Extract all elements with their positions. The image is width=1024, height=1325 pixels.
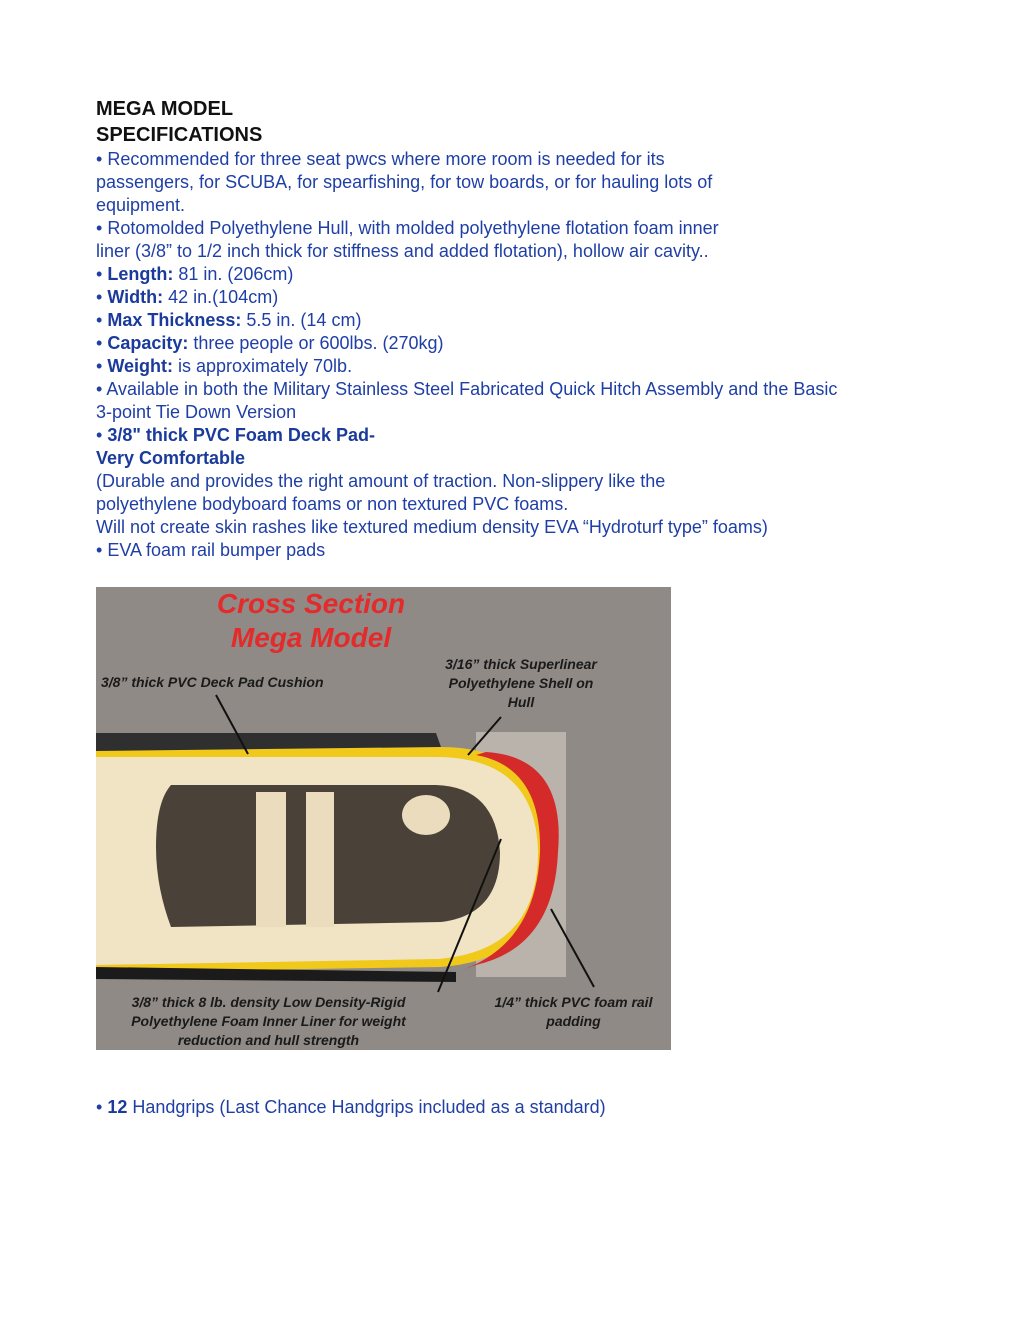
title-line: MEGA MODEL bbox=[96, 98, 234, 120]
spec-line: • Available in both the Military Stainless Steel Fabricated Quick Hitch Assembly and the Basic bbox=[96, 379, 838, 399]
page-title bbox=[96, 96, 976, 148]
spec-line: equipment. bbox=[96, 195, 186, 215]
cross-section-figure bbox=[96, 587, 671, 1050]
spec-line: polyethylene bodyboard foams or non textured PVC foams. bbox=[96, 494, 569, 514]
figure-title: Cross Section Mega Model bbox=[216, 588, 406, 653]
label-shell: 3/16” thick Superlinear Polyethylene Shell on Hull bbox=[445, 656, 597, 710]
spec-line: 3-point Tie Down Version bbox=[96, 402, 297, 422]
spec-capacity: • Capacity: three people or 600lbs. (270kg) bbox=[96, 333, 444, 353]
handgrips-line: • 12 Handgrips (Last Chance Handgrips included as a standard) bbox=[96, 1097, 606, 1117]
spec-line: • Recommended for three seat pwcs where more room is needed for its bbox=[96, 149, 665, 169]
title-line: SPECIFICATIONS bbox=[96, 124, 263, 146]
spec-thickness: • Max Thickness: 5.5 in. (14 cm) bbox=[96, 310, 362, 330]
spec-document bbox=[96, 96, 976, 562]
spec-weight: • Weight: is approximately 70lb. bbox=[96, 356, 353, 376]
spec-line: • EVA foam rail bumper pads bbox=[96, 540, 326, 560]
handgrips-count: 12 bbox=[107, 1097, 128, 1117]
spec-line: passengers, for SCUBA, for spearfishing, for tow boards, or for hauling lots of bbox=[96, 172, 713, 192]
spec-line: Will not create skin rashes like textured medium density EVA “Hydroturf type” foams) bbox=[96, 517, 768, 537]
label-deck-pad: 3/8” thick PVC Deck Pad Cushion bbox=[101, 674, 324, 690]
spec-line: liner (3/8” to 1/2 inch thick for stiffness and added flotation), hollow air cavity.. bbox=[96, 241, 709, 261]
spec-deckpad: Very Comfortable bbox=[96, 448, 246, 468]
label-inner-liner: 3/8” thick 8 lb. density Low Density-Rigid Polyethylene Foam Inner Liner for weight reduction and hull strength bbox=[131, 994, 406, 1048]
spec-width: • Width: 42 in.(104cm) bbox=[96, 287, 279, 307]
spec-line: • Rotomolded Polyethylene Hull, with molded polyethylene flotation foam inner bbox=[96, 218, 719, 238]
spec-length: • Length: 81 in. (206cm) bbox=[96, 264, 294, 284]
spec-line: (Durable and provides the right amount of traction. Non-slippery like the bbox=[96, 471, 666, 491]
label-rail-padding: 1/4” thick PVC foam rail padding bbox=[494, 994, 653, 1029]
spec-deckpad: • 3/8" thick PVC Foam Deck Pad- bbox=[96, 425, 375, 445]
spec-list bbox=[96, 148, 976, 562]
